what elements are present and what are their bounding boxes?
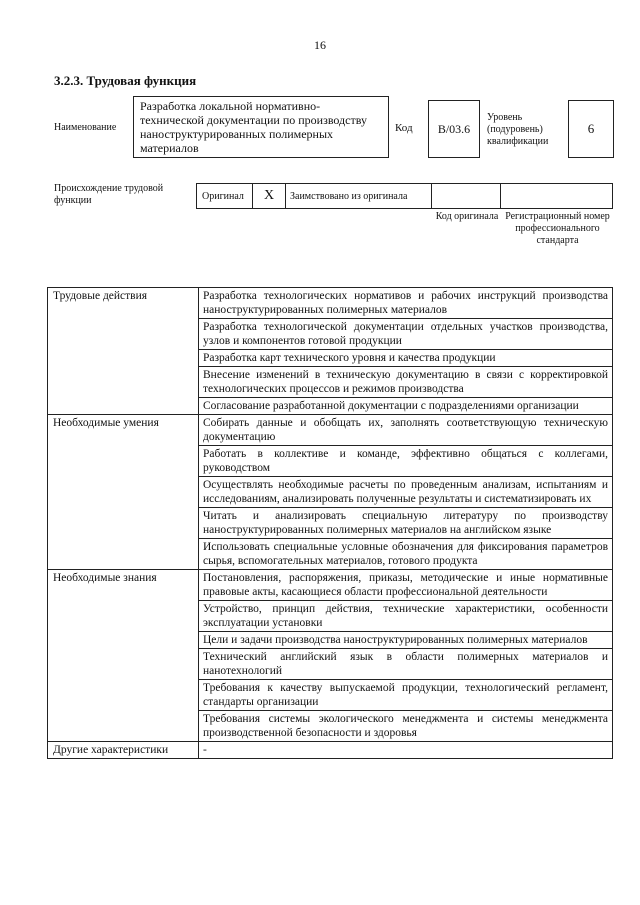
reg-number-label: Регистрационный номер профессионального стандарта <box>505 211 610 246</box>
function-code-box: B/03.6 <box>428 100 480 158</box>
original-mark: X <box>253 184 286 208</box>
section-label: Другие характеристики <box>48 742 199 759</box>
code-original-label: Код оригинала <box>435 211 499 222</box>
section-title: 3.2.3. Трудовая функция <box>54 73 197 88</box>
table-cell: Использовать специальные условные обозначения для фиксирования параметров сырья, вспомогательных материалов, готового продукта <box>199 539 613 570</box>
table-cell: - <box>199 742 613 759</box>
table-cell: Разработка технологических нормативов и рабочих инструкций производства наноструктурированных полимерных материалов <box>199 288 613 319</box>
table-cell: Работать в коллективе и команде, эффективно общаться с коллегами, руководством <box>199 446 613 477</box>
table-row <box>48 415 613 446</box>
function-name-box: Разработка локальной нормативно-технической документации по производству наноструктурированных полимерных материалов <box>133 96 389 158</box>
table-cell: Цели и задачи производства наноструктурированных полимерных материалов <box>199 632 613 649</box>
labor-function-table <box>47 287 613 759</box>
origin-label: Происхождение трудовой функции <box>54 183 164 206</box>
level-label: Уровень (подуровень) квалификации <box>487 112 549 147</box>
table-row <box>48 742 613 759</box>
origin-table <box>196 183 613 209</box>
table-cell: Разработка технологической документации отдельных участков производства, узлов и компонентов готовой продукции <box>199 319 613 350</box>
table-cell: Внесение изменений в техническую документацию в связи с корректировкой технологических процессов и режимов производства <box>199 367 613 398</box>
table-cell: Технический английский язык в области полимерных материалов и нанотехнологий <box>199 649 613 680</box>
qualification-level-box: 6 <box>568 100 614 158</box>
section-label: Необходимые умения <box>48 415 199 570</box>
reg-number-cell <box>501 184 612 208</box>
table-cell: Требования системы экологического менеджмента и системы менеджмента производственной безопасности и здоровья <box>199 711 613 742</box>
table-cell: Согласование разработанной документации с подразделениями организации <box>199 398 613 415</box>
section-label: Необходимые знания <box>48 570 199 742</box>
code-label: Код <box>395 122 413 134</box>
table-cell: Осуществлять необходимые расчеты по проведенным анализам, испытаниям и исследованиям, анализировать полученные результаты и систематизировать их <box>199 477 613 508</box>
page-number: 16 <box>314 38 326 52</box>
table-cell: Постановления, распоряжения, приказы, методические и иные нормативные правовые акты, касающиеся области профессиональной деятельности <box>199 570 613 601</box>
section-label: Трудовые действия <box>48 288 199 415</box>
table-cell: Читать и анализировать специальную литературу по производству наноструктурированных полимерных материалов на английском языке <box>199 508 613 539</box>
table-cell: Устройство, принцип действия, технические характеристики, особенности эксплуатации установки <box>199 601 613 632</box>
table-cell: Разработка карт технического уровня и качества продукции <box>199 350 613 367</box>
original-label: Оригинал <box>197 184 253 208</box>
name-label: Наименование <box>54 122 117 133</box>
table-cell: Требования к качеству выпускаемой продукции, технологический регламент, стандарты организации <box>199 680 613 711</box>
table-row <box>48 288 613 319</box>
table-row <box>48 570 613 601</box>
borrowed-label: Заимствовано из оригинала <box>286 184 432 208</box>
table-cell: Собирать данные и обобщать их, заполнять соответствующую техническую документацию <box>199 415 613 446</box>
code-original-cell <box>432 184 501 208</box>
